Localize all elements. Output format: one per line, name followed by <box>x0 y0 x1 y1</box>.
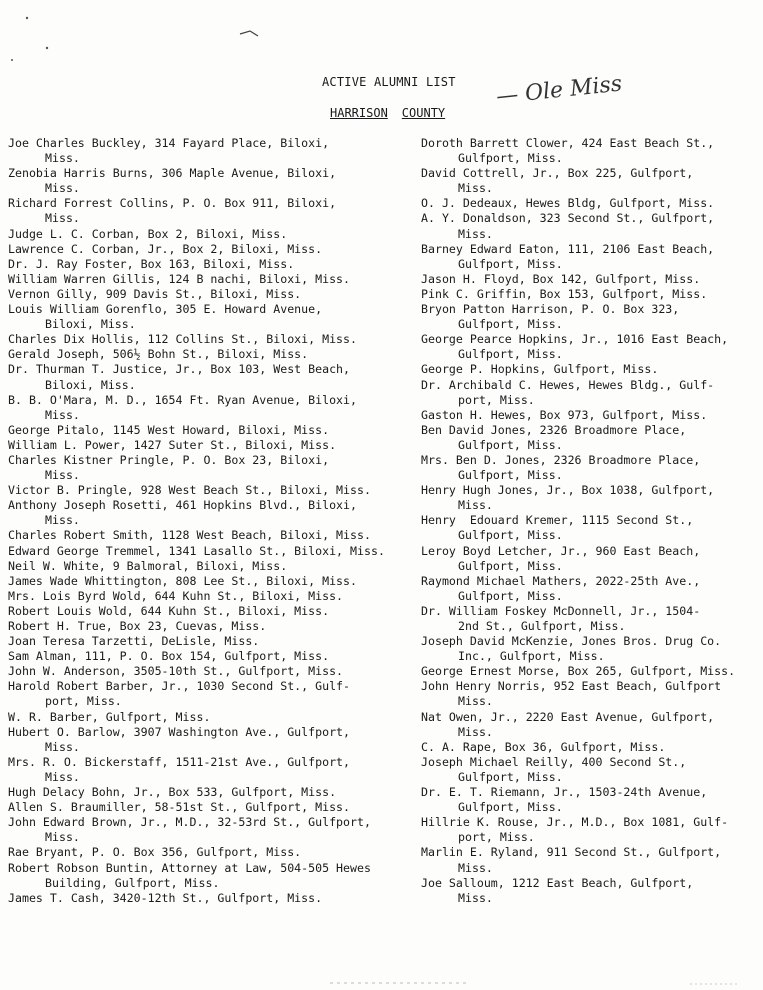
entry-first-line: William Warren Gillis, 124 B nachi, Biloxi, Miss. <box>8 271 351 286</box>
entry-continuation: Gulfport, Miss. <box>458 800 563 815</box>
alumni-entry <box>421 136 761 166</box>
entry-continuation: Miss. <box>45 739 80 754</box>
alumni-entry <box>421 362 761 377</box>
entry-continuation: Miss. <box>45 513 80 528</box>
right-column <box>421 136 761 906</box>
entry-first-line: Zenobia Harris Burns, 306 Maple Avenue, Biloxi, <box>8 166 337 181</box>
entry-continuation: Miss. <box>45 830 80 845</box>
entry-continuation: Miss. <box>458 860 493 875</box>
entry-first-line: Mrs. Ben D. Jones, 2326 Broadmore Place, <box>421 452 701 467</box>
alumni-entry <box>421 513 761 543</box>
alumni-entry <box>421 634 761 664</box>
entry-continuation: Miss. <box>45 181 80 196</box>
entry-continuation: Miss. <box>458 724 493 739</box>
entry-first-line: Charles Kistner Pringle, P. O. Box 23, Biloxi, <box>8 452 330 467</box>
alumni-entry <box>8 332 420 347</box>
alumni-entry <box>421 574 761 604</box>
alumni-entry <box>8 800 420 815</box>
entry-continuation: port, Miss. <box>458 830 535 845</box>
alumni-entry <box>421 242 761 272</box>
entry-continuation: Gulfport, Miss. <box>458 528 563 543</box>
alumni-entry <box>8 423 420 438</box>
entry-first-line: Sam Alman, 111, P. O. Box 154, Gulfport, Miss. <box>8 649 330 664</box>
entry-first-line: Neil W. White, 9 Balmoral, Biloxi, Miss. <box>8 558 288 573</box>
alumni-entry <box>421 710 761 740</box>
alumni-entry <box>8 528 420 543</box>
alumni-entry <box>8 891 420 906</box>
alumni-entry <box>421 815 761 845</box>
entry-first-line: C. A. Rape, Box 36, Gulfport, Miss. <box>421 739 666 754</box>
entry-continuation: Gulfport, Miss. <box>458 468 563 483</box>
entry-first-line: Charles Robert Smith, 1128 West Beach, Biloxi, Miss. <box>8 528 371 543</box>
alumni-entry <box>8 272 420 287</box>
entry-continuation: Gulfport, Miss. <box>458 437 563 452</box>
alumni-entry <box>8 634 420 649</box>
entry-continuation: Miss. <box>45 211 80 226</box>
entry-first-line: Lawrence C. Corban, Jr., Box 2, Biloxi, Miss. <box>8 241 323 256</box>
entry-continuation: Biloxi, Miss. <box>45 317 136 332</box>
alumni-entry <box>8 257 420 272</box>
alumni-entry <box>8 785 420 800</box>
alumni-entry <box>8 604 420 619</box>
alumni-entry <box>8 619 420 634</box>
entry-first-line: Henry Hugh Jones, Jr., Box 1038, Gulfport, <box>421 483 715 498</box>
entry-first-line: Allen S. Braumiller, 58-51st St., Gulfport, Miss. <box>8 800 351 815</box>
alumni-entry <box>421 302 761 332</box>
entry-continuation: Miss. <box>45 151 80 166</box>
alumni-entry <box>8 136 420 166</box>
entry-continuation: Miss. <box>458 181 493 196</box>
alumni-entry <box>421 876 761 906</box>
entry-first-line: Hillrie K. Rouse, Jr., M.D., Box 1081, Gulf- <box>421 815 729 830</box>
entry-continuation: Gulfport, Miss. <box>458 769 563 784</box>
entry-continuation: Miss. <box>458 890 493 905</box>
entry-first-line: B. B. O'Mara, M. D., 1654 Ft. Ryan Avenue, Biloxi, <box>8 392 358 407</box>
entry-first-line: Hugh Delacy Bohn, Jr., Box 533, Gulfport, Miss. <box>8 785 337 800</box>
alumni-entry <box>421 211 761 241</box>
alumni-entry <box>421 287 761 302</box>
alumni-entry <box>421 845 761 875</box>
entry-first-line: Rae Bryant, P. O. Box 356, Gulfport, Miss. <box>8 845 302 860</box>
entry-first-line: Joseph David McKenzie, Jones Bros. Drug Co. <box>421 634 722 649</box>
entry-first-line: Charles Dix Hollis, 112 Collins St., Biloxi, Miss. <box>8 332 358 347</box>
entry-first-line: William L. Power, 1427 Suter St., Biloxi, Miss. <box>8 437 337 452</box>
alumni-entry <box>8 649 420 664</box>
entry-first-line: Doroth Barrett Clower, 424 East Beach St., <box>421 136 715 150</box>
entry-first-line: Dr. Thurman T. Justice, Jr., Box 103, West Beach, <box>8 362 351 377</box>
entry-continuation: Gulfport, Miss. <box>458 558 563 573</box>
entry-first-line: Joan Teresa Tarzetti, DeLisle, Miss. <box>8 634 260 649</box>
alumni-entry <box>421 166 761 196</box>
entry-continuation: Gulfport, Miss. <box>458 347 563 362</box>
entry-first-line: Leroy Boyd Letcher, Jr., 960 East Beach, <box>421 543 701 558</box>
entry-first-line: Ben David Jones, 2326 Broadmore Place, <box>421 422 687 437</box>
entry-first-line: W. R. Barber, Gulfport, Miss. <box>8 709 211 724</box>
alumni-entry <box>421 378 761 408</box>
left-column <box>8 136 420 906</box>
alumni-entry <box>8 559 420 574</box>
entry-first-line: Joe Charles Buckley, 314 Fayard Place, Biloxi, <box>8 136 330 150</box>
alumni-entry <box>421 272 761 287</box>
entry-first-line: Joe Salloum, 1212 East Beach, Gulfport, <box>421 875 694 890</box>
alumni-entry <box>8 347 420 362</box>
alumni-entry <box>8 362 420 392</box>
alumni-entry <box>8 438 420 453</box>
entry-continuation: Miss. <box>458 226 493 241</box>
entry-first-line: Vernon Gilly, 909 Davis St., Biloxi, Miss. <box>8 286 302 301</box>
entry-continuation: Gulfport, Miss. <box>458 256 563 271</box>
alumni-entry <box>8 725 420 755</box>
alumni-entry <box>8 483 420 498</box>
alumni-entry <box>421 755 761 785</box>
entry-continuation: Gulfport, Miss. <box>458 317 563 332</box>
county-heading <box>330 106 445 120</box>
entry-first-line: George Pitalo, 1145 West Howard, Biloxi, Miss. <box>8 422 330 437</box>
page-title: ACTIVE ALUMNI LIST <box>322 75 456 89</box>
alumni-entry <box>421 544 761 574</box>
alumni-entry <box>8 242 420 257</box>
entry-first-line: David Cottrell, Jr., Box 225, Gulfport, <box>421 166 694 181</box>
entry-first-line: Hubert O. Barlow, 3907 Washington Ave., Gulfport, <box>8 724 351 739</box>
entry-first-line: James Wade Whittington, 808 Lee St., Biloxi, Miss. <box>8 573 358 588</box>
alumni-entry <box>421 453 761 483</box>
entry-continuation: Building, Gulfport, Miss. <box>45 875 220 890</box>
entry-first-line: Joseph Michael Reilly, 400 Second St., <box>421 754 687 769</box>
alumni-entry <box>8 196 420 226</box>
alumni-entry <box>8 589 420 604</box>
alumni-entry <box>421 196 761 211</box>
entry-first-line: John Edward Brown, Jr., M.D., 32-53rd St., Gulfport, <box>8 815 371 830</box>
entry-first-line: Barney Edward Eaton, 111, 2106 East Beach, <box>421 241 715 256</box>
entry-continuation: Gulfport, Miss. <box>458 151 563 166</box>
entry-first-line: A. Y. Donaldson, 323 Second St., Gulfport, <box>421 211 715 226</box>
alumni-entry <box>8 574 420 589</box>
alumni-entry <box>8 845 420 860</box>
entry-first-line: Mrs. R. O. Bickerstaff, 1511-21st Ave., Gulfport, <box>8 754 351 769</box>
entry-first-line: Louis William Gorenflo, 305 E. Howard Avenue, <box>8 302 323 317</box>
entry-first-line: Bryon Patton Harrison, P. O. Box 323, <box>421 302 680 317</box>
entry-first-line: Robert Robson Buntin, Attorney at Law, 504-505 Hewes <box>8 860 371 875</box>
alumni-entry <box>421 679 761 709</box>
entry-first-line: Marlin E. Ryland, 911 Second St., Gulfport, <box>421 845 722 860</box>
alumni-entry <box>8 815 420 845</box>
entry-first-line: John W. Anderson, 3505-10th St., Gulfport, Miss. <box>8 664 344 679</box>
county-label: COUNTY <box>401 106 446 120</box>
entry-first-line: John Henry Norris, 952 East Beach, Gulfport <box>421 679 722 694</box>
entry-first-line: Jason H. Floyd, Box 142, Gulfport, Miss. <box>421 271 701 286</box>
county-name: HARRISON <box>330 106 388 120</box>
entry-first-line: Robert Louis Wold, 644 Kuhn St., Biloxi, Miss. <box>8 603 330 618</box>
entry-first-line: Gerald Joseph, 506½ Bohn St., Biloxi, Miss. <box>8 347 309 362</box>
alumni-entry <box>8 544 420 559</box>
alumni-entry <box>8 287 420 302</box>
alumni-entry <box>8 166 420 196</box>
entry-first-line: George Pearce Hopkins, Jr., 1016 East Beach, <box>421 332 729 347</box>
alumni-entry <box>8 393 420 423</box>
entry-first-line: Nat Owen, Jr., 2220 East Avenue, Gulfport, <box>421 709 715 724</box>
entry-continuation: port, Miss. <box>45 694 122 709</box>
entry-first-line: Henry Edouard Kremer, 1115 Second St., <box>421 513 694 528</box>
entry-first-line: Judge L. C. Corban, Box 2, Biloxi, Miss. <box>8 226 288 241</box>
alumni-entry <box>8 861 420 891</box>
alumni-entry <box>8 710 420 725</box>
alumni-entry <box>421 785 761 815</box>
alumni-entry <box>421 332 761 362</box>
entry-continuation: Gulfport, Miss. <box>458 588 563 603</box>
entry-first-line: Dr. Archibald C. Hewes, Hewes Bldg., Gulf- <box>421 377 715 392</box>
alumni-entry <box>8 755 420 785</box>
alumni-entry <box>421 483 761 513</box>
entry-continuation: port, Miss. <box>458 392 535 407</box>
alumni-entry <box>8 227 420 242</box>
entry-first-line: Pink C. Griffin, Box 153, Gulfport, Miss. <box>421 286 708 301</box>
entry-first-line: Robert H. True, Box 23, Cuevas, Miss. <box>8 619 267 633</box>
entry-continuation: Miss. <box>45 468 80 483</box>
alumni-entry <box>421 408 761 423</box>
entry-first-line: Dr. William Foskey McDonnell, Jr., 1504- <box>421 603 701 618</box>
alumni-entry <box>8 664 420 679</box>
entry-continuation: Miss. <box>458 498 493 513</box>
entry-first-line: Raymond Michael Mathers, 2022-25th Ave., <box>421 573 701 588</box>
entry-continuation: Miss. <box>458 694 493 709</box>
entry-first-line: Gaston H. Hewes, Box 973, Gulfport, Miss. <box>421 407 708 422</box>
alumni-entry <box>8 498 420 528</box>
entry-first-line: Richard Forrest Collins, P. O. Box 911, Biloxi, <box>8 196 337 211</box>
entry-first-line: Anthony Joseph Rosetti, 461 Hopkins Blvd., Biloxi, <box>8 498 358 513</box>
handwritten-note: — Ole Miss <box>495 71 624 110</box>
alumni-entry <box>421 664 761 679</box>
entry-first-line: O. J. Dedeaux, Hewes Bldg, Gulfport, Miss. <box>421 196 715 211</box>
entry-first-line: Edward George Tremmel, 1341 Lasallo St., Biloxi, Miss. <box>8 543 385 558</box>
entry-first-line: Victor B. Pringle, 928 West Beach St., Biloxi, Miss. <box>8 483 371 498</box>
entry-continuation: Miss. <box>45 769 80 784</box>
entry-first-line: Mrs. Lois Byrd Wold, 644 Kuhn St., Biloxi, Miss. <box>8 588 344 603</box>
entry-first-line: George P. Hopkins, Gulfport, Miss. <box>421 362 659 377</box>
alumni-entry <box>8 679 420 709</box>
entry-first-line: Dr. E. T. Riemann, Jr., 1503-24th Avenue, <box>421 785 708 800</box>
alumni-entry <box>421 740 761 755</box>
entry-first-line: Dr. J. Ray Foster, Box 163, Biloxi, Miss. <box>8 256 295 271</box>
entry-continuation: Biloxi, Miss. <box>45 377 136 392</box>
alumni-entry <box>8 302 420 332</box>
entry-first-line: George Ernest Morse, Box 265, Gulfport, Miss. <box>421 664 736 679</box>
entry-continuation: Miss. <box>45 407 80 422</box>
entry-continuation: Inc., Gulfport, Miss. <box>458 649 605 664</box>
alumni-entry <box>421 423 761 453</box>
alumni-entry <box>8 453 420 483</box>
entry-continuation: 2nd St., Gulfport, Miss. <box>458 619 626 633</box>
entry-first-line: Harold Robert Barber, Jr., 1030 Second St., Gulf- <box>8 679 351 694</box>
entry-first-line: James T. Cash, 3420-12th St., Gulfport, Miss. <box>8 890 323 905</box>
alumni-entry <box>421 604 761 634</box>
